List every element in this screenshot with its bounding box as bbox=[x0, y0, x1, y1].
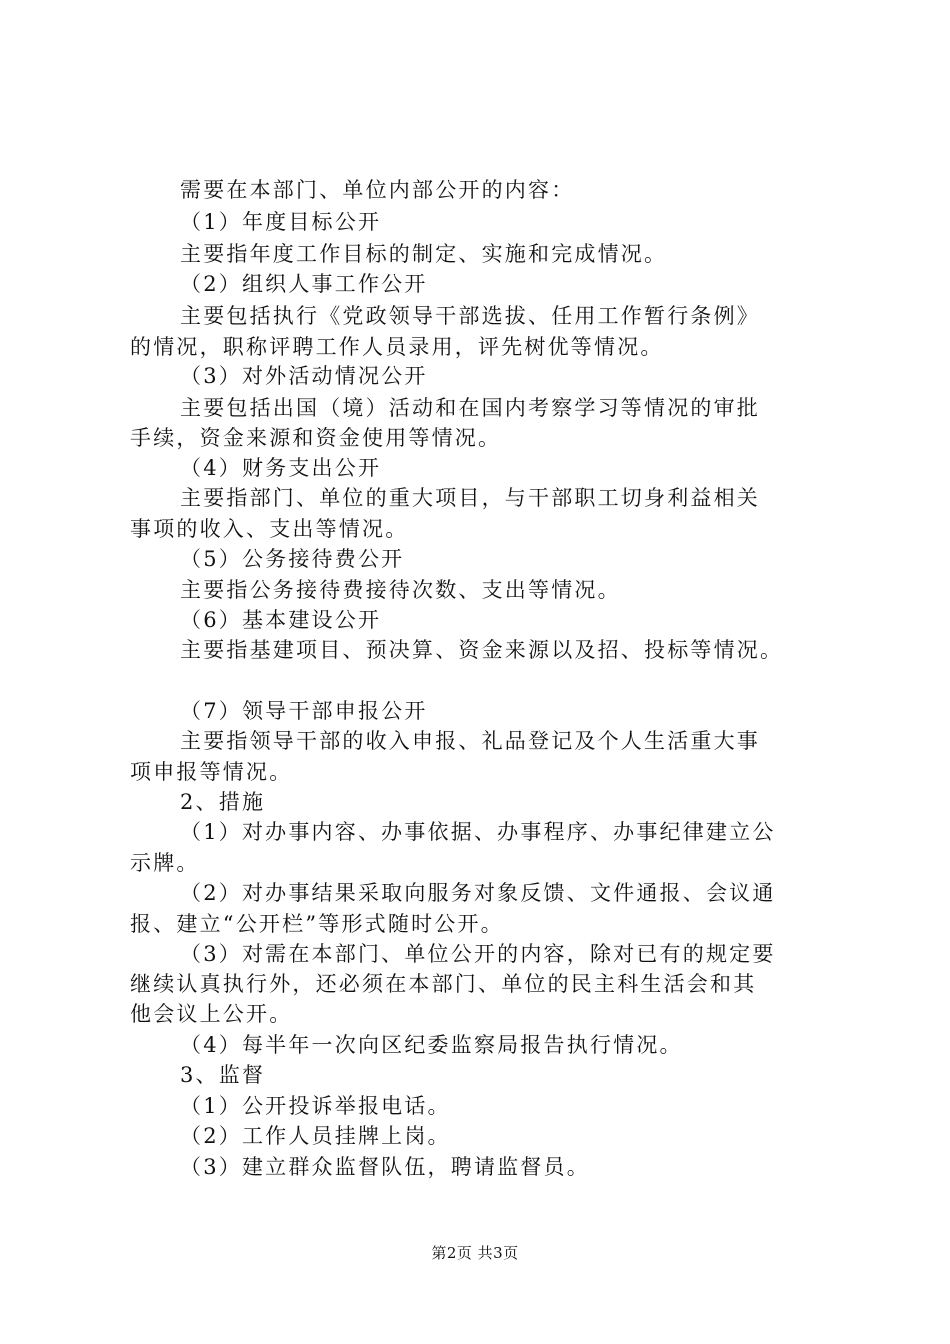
section-heading: 2、措施 bbox=[180, 790, 266, 814]
text-line: （6）基本建设公开 bbox=[180, 608, 382, 632]
text-line: 示牌。 bbox=[130, 851, 200, 875]
text-line: （2）工作人员挂牌上岗。 bbox=[180, 1124, 451, 1148]
text-line: 主要包括执行《党政领导干部选拔、任用工作暂行条例》 bbox=[180, 304, 760, 328]
text-line: （5）公务接待费公开 bbox=[180, 547, 405, 571]
text-line: 主要指部门、单位的重大项目，与干部职工切身利益相关 bbox=[180, 486, 760, 510]
text-line: 需要在本部门、单位内部公开的内容： bbox=[180, 178, 575, 202]
text-line: （4）财务支出公开 bbox=[180, 456, 382, 480]
text-line: 的情况，职称评聘工作人员录用，评先树优等情况。 bbox=[130, 335, 664, 359]
text-line: （7）领导干部申报公开 bbox=[180, 699, 428, 723]
text-line: 继续认真执行外，还必须在本部门、单位的民主科生活会和其 bbox=[130, 972, 757, 996]
text-line: （1）公开投诉举报电话。 bbox=[180, 1094, 451, 1118]
page-footer: 第2页 共3页 bbox=[431, 1244, 519, 1262]
text-line: （2）对办事结果采取向服务对象反馈、文件通报、会议通 bbox=[180, 881, 776, 905]
text-line: 他会议上公开。 bbox=[130, 1002, 293, 1026]
text-line: （3）对外活动情况公开 bbox=[180, 364, 428, 388]
text-line: 主要包括出国（境）活动和在国内考察学习等情况的审批 bbox=[180, 396, 760, 420]
text-line: （1）年度目标公开 bbox=[180, 210, 382, 234]
text-line: 主要指领导干部的收入申报、礼品登记及个人生活重大事 bbox=[180, 729, 760, 753]
text-line: 报、建立“公开栏”等形式随时公开。 bbox=[130, 912, 504, 936]
text-line: （4）每半年一次向区纪委监察局报告执行情况。 bbox=[180, 1033, 683, 1057]
text-line: 事项的收入、支出等情况。 bbox=[130, 517, 409, 541]
text-line: （3）对需在本部门、单位公开的内容，除对已有的规定要 bbox=[180, 942, 776, 966]
text-line: 主要指公务接待费接待次数、支出等情况。 bbox=[180, 578, 621, 602]
text-line: 项申报等情况。 bbox=[130, 760, 293, 784]
text-line: 主要指基建项目、预决算、资金来源以及招、投标等情况。 bbox=[180, 638, 784, 662]
section-heading: 3、监督 bbox=[180, 1063, 266, 1087]
text-line: （1）对办事内容、办事依据、办事程序、办事纪律建立公 bbox=[180, 820, 776, 844]
text-line: 主要指年度工作目标的制定、实施和完成情况。 bbox=[180, 242, 668, 266]
text-line: （3）建立群众监督队伍，聘请监督员。 bbox=[180, 1155, 590, 1179]
text-line: （2）组织人事工作公开 bbox=[180, 272, 428, 296]
text-line: 手续，资金来源和资金使用等情况。 bbox=[130, 426, 502, 450]
